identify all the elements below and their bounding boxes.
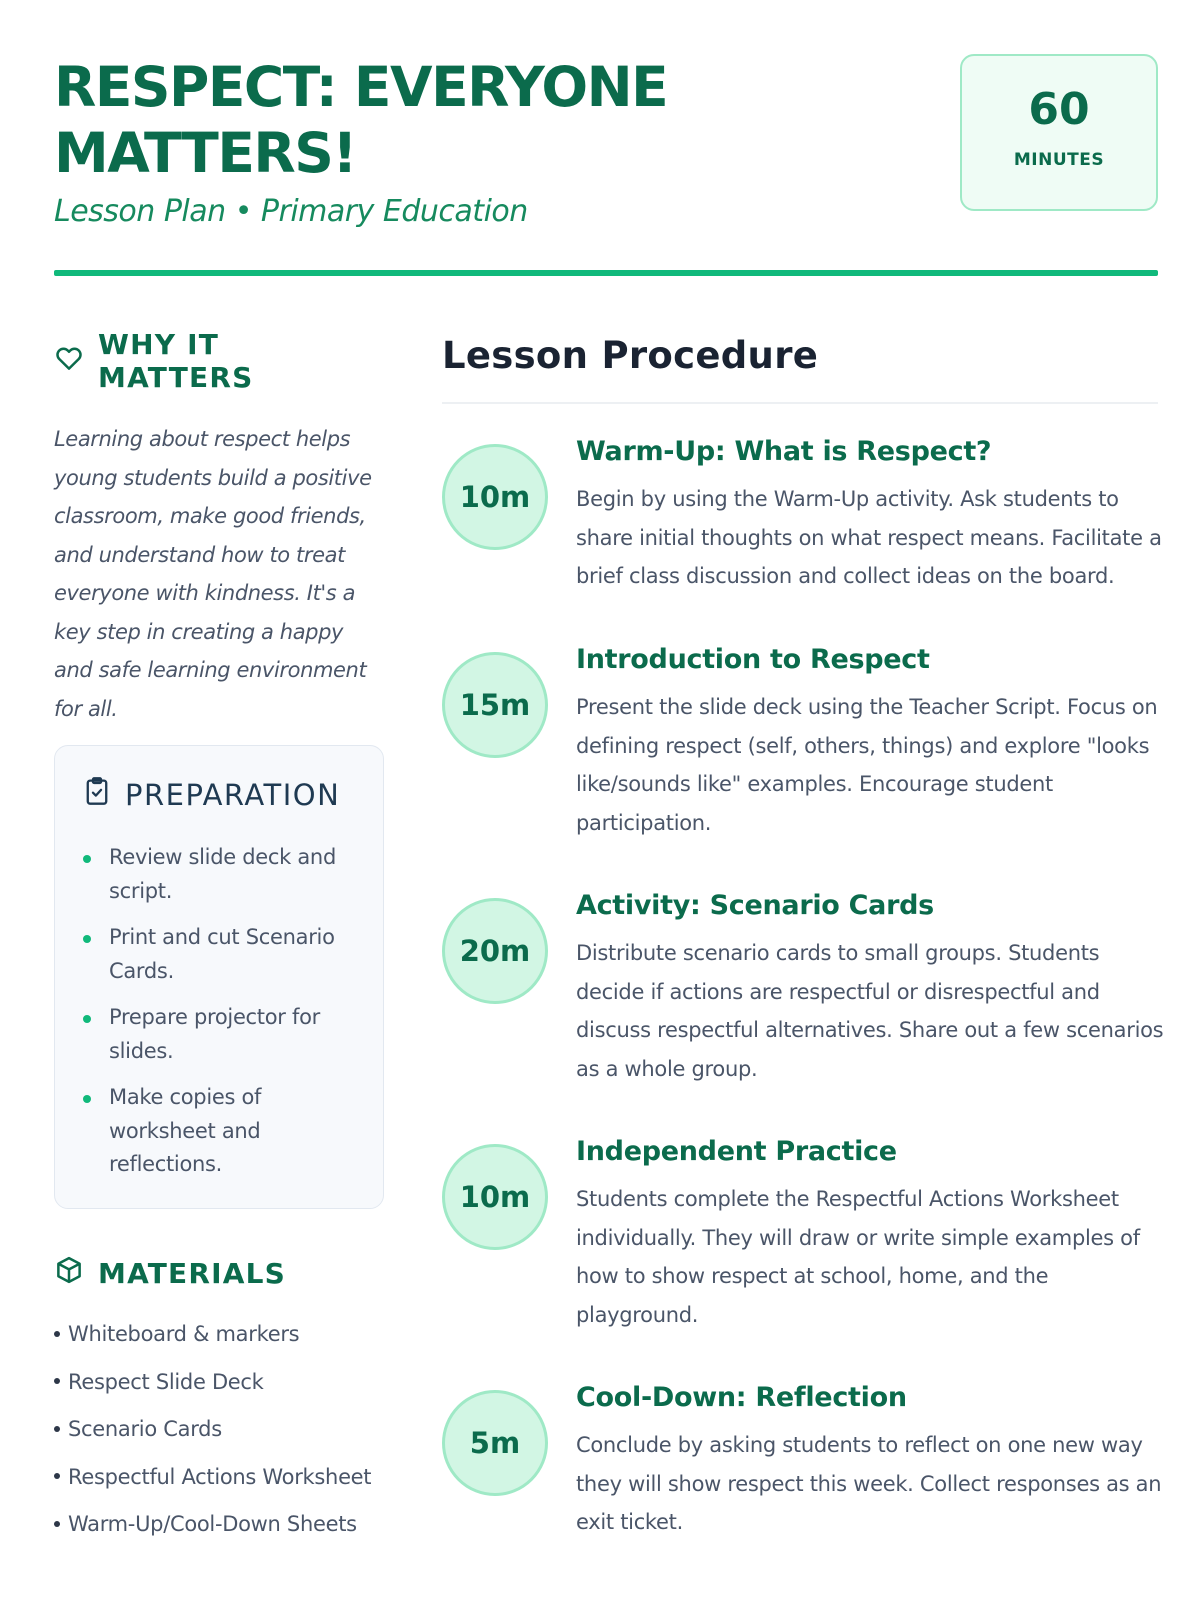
step-title: Independent Practice <box>576 1136 897 1167</box>
preparation-heading-label: PREPARATION <box>125 777 341 812</box>
duration-value: 60 <box>1028 84 1090 135</box>
preparation-list <box>83 841 355 1182</box>
why-text: Learning about respect helps young students build a positive classroom, make good friends, and understand how to treat everyone with kindness. It's a key step in creating a happy and safe learning environment for all. <box>54 427 372 721</box>
list-item: Make copies of worksheet and reflections. <box>83 1081 355 1182</box>
materials-list <box>54 1318 394 1542</box>
list-item: Respect Slide Deck <box>54 1366 394 1400</box>
step-duration-badge: 10m <box>442 444 548 550</box>
step-description: Present the slide deck using the Teacher Script. Focus on defining respect (self, others, things) and explore "looks like/sounds like" examples. Encourage student participation. <box>576 695 1158 835</box>
materials-heading-label: MATERIALS <box>98 1257 287 1290</box>
list-item: Whiteboard & markers <box>54 1318 394 1352</box>
step-description: Distribute scenario cards to small groups. Students decide if actions are respectful or disrespectful and discuss respectful alternatives. Share out a few scenarios as a whole group. <box>576 941 1164 1081</box>
why-it-matters-section <box>54 328 384 728</box>
step-duration-badge: 15m <box>442 652 548 758</box>
clipboard-check-icon <box>83 776 125 813</box>
step-duration-badge: 10m <box>442 1144 548 1250</box>
list-item: Prepare projector for slides. <box>83 1001 355 1068</box>
list-item: Respectful Actions Worksheet <box>54 1461 394 1495</box>
step-description: Conclude by asking students to reflect on one new way they will show respect this week. Collect responses as an exit ticket. <box>576 1433 1162 1534</box>
duration-unit: MINUTES <box>1013 150 1105 170</box>
procedure-section <box>442 328 1164 1534</box>
step-title: Introduction to Respect <box>576 644 930 675</box>
header-divider <box>54 270 1158 276</box>
box-icon <box>54 1255 98 1292</box>
preparation-card <box>54 745 384 1209</box>
procedure-heading: Lesson Procedure <box>442 334 819 377</box>
why-heading-label: WHY IT MATTERS <box>98 328 254 394</box>
list-item: Review slide deck and script. <box>83 841 355 908</box>
page-subtitle: Lesson Plan • Primary Education <box>54 194 528 229</box>
list-item: Warm-Up/Cool-Down Sheets <box>54 1508 394 1542</box>
step-duration-badge: 5m <box>442 1390 548 1496</box>
heart-icon <box>54 343 98 380</box>
step-description: Begin by using the Warm-Up activity. Ask students to share initial thoughts on what respect means. Facilitate a brief class discussion and collect ideas on the board. <box>576 487 1162 588</box>
step-title: Cool-Down: Reflection <box>576 1382 907 1413</box>
page-title: RESPECT: EVERYONE MATTERS! <box>54 55 668 185</box>
materials-section <box>54 1255 394 1556</box>
why-heading <box>54 328 384 394</box>
materials-heading <box>54 1255 394 1292</box>
step-duration-badge: 20m <box>442 898 548 1004</box>
preparation-heading <box>83 776 355 813</box>
step-title: Activity: Scenario Cards <box>576 890 934 921</box>
lesson-header <box>54 54 1158 274</box>
step-description: Students complete the Respectful Actions Worksheet individually. They will draw or write simple examples of how to show respect at school, home, and the playground. <box>576 1187 1140 1327</box>
duration-box <box>960 54 1158 211</box>
list-item: Scenario Cards <box>54 1413 394 1447</box>
list-item: Print and cut Scenario Cards. <box>83 921 355 988</box>
procedure-divider <box>442 402 1158 404</box>
step-title: Warm-Up: What is Respect? <box>576 436 992 467</box>
